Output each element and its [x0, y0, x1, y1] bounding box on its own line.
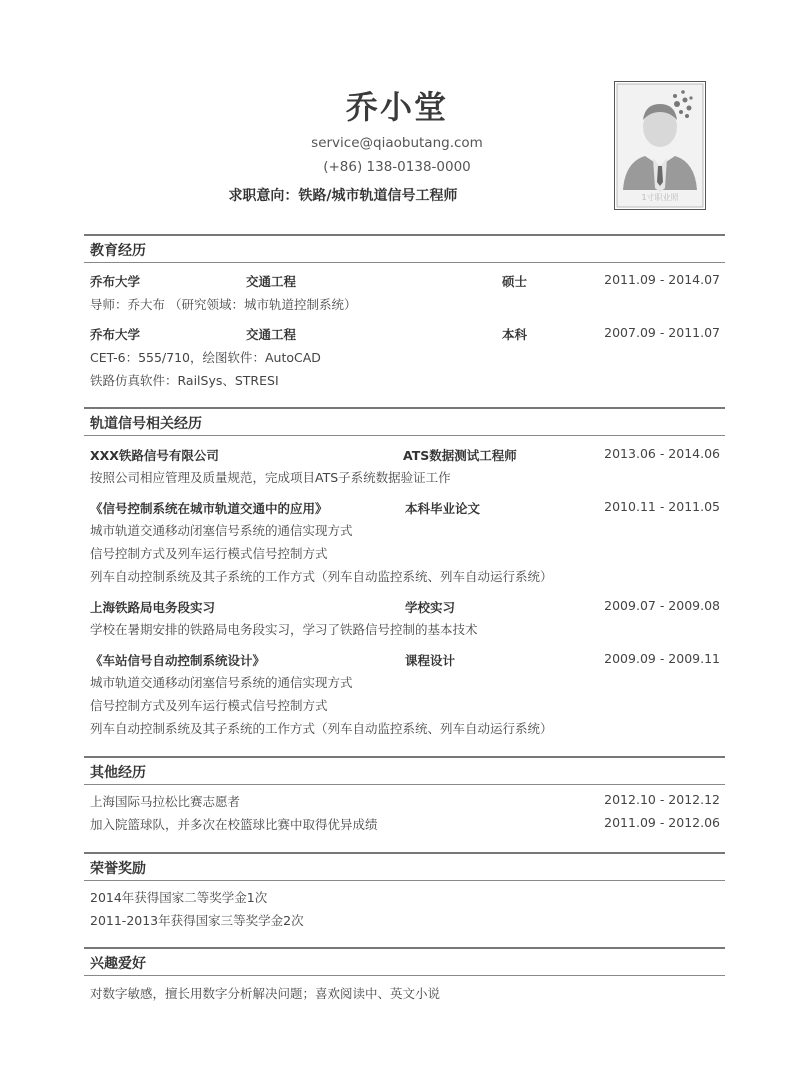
section-title: 荣誉奖励 — [90, 861, 146, 877]
section-honors — [84, 852, 725, 881]
exp-detail: 城市轨道交通移动闭塞信号系统的通信实现方式 — [90, 523, 353, 538]
edu-date: 2007.09 - 2011.07 — [604, 325, 720, 340]
exp-detail: 信号控制方式及列车运行模式信号控制方式 — [90, 698, 328, 713]
exp-detail: 城市轨道交通移动闭塞信号系统的通信实现方式 — [90, 675, 353, 690]
exp-org: 《信号控制系统在城市轨道交通中的应用》 — [90, 501, 328, 516]
honor-item: 2011-2013年获得国家三等奖学金2次 — [90, 913, 304, 928]
exp-org: XXX铁路信号有限公司 — [90, 448, 219, 463]
edu-major: 交通工程 — [246, 274, 297, 289]
exp-date: 2009.07 - 2009.08 — [604, 598, 720, 613]
exp-role: 学校实习 — [405, 600, 456, 615]
profile-photo — [614, 81, 706, 210]
other-item: 加入院篮球队，并多次在校篮球比赛中取得优异成绩 — [90, 817, 378, 832]
exp-role: 课程设计 — [405, 653, 456, 668]
section-education — [84, 234, 725, 263]
edu-detail: CET-6：555/710，绘图软件：AutoCAD — [90, 350, 321, 365]
edu-detail: 导师：乔大布 （研究领域：城市轨道控制系统） — [90, 297, 357, 312]
edu-school: 乔布大学 — [90, 327, 141, 342]
section-title: 教育经历 — [90, 243, 146, 259]
exp-org: 上海铁路局电务段实习 — [90, 600, 216, 615]
section-title: 其他经历 — [90, 765, 146, 781]
exp-date: 2009.09 - 2009.11 — [604, 651, 720, 666]
other-date: 2012.10 - 2012.12 — [604, 792, 720, 807]
section-title: 轨道信号相关经历 — [90, 416, 202, 432]
section-title: 兴趣爱好 — [90, 956, 146, 972]
edu-school: 乔布大学 — [90, 274, 141, 289]
exp-org: 《车站信号自动控制系统设计》 — [90, 653, 266, 668]
exp-detail: 学校在暑期安排的铁路局电务段实习，学习了铁路信号控制的基本技术 — [90, 622, 478, 637]
job-intent: 求职意向：铁路/城市轨道信号工程师 — [228, 188, 458, 204]
edu-degree: 本科 — [502, 327, 528, 342]
exp-detail: 信号控制方式及列车运行模式信号控制方式 — [90, 546, 328, 561]
exp-date: 2013.06 - 2014.06 — [604, 446, 720, 461]
other-item: 上海国际马拉松比赛志愿者 — [90, 794, 241, 809]
edu-degree: 硕士 — [502, 274, 528, 289]
contact-email: service@qiaobutang.com — [311, 135, 483, 151]
other-date: 2011.09 - 2012.06 — [604, 815, 720, 830]
edu-date: 2011.09 - 2014.07 — [604, 272, 720, 287]
edu-detail: 铁路仿真软件：RailSys、STRESI — [90, 373, 279, 388]
contact-phone: (+86) 138-0138-0000 — [323, 159, 471, 175]
exp-detail: 列车自动控制系统及其子系统的工作方式（列车自动监控系统、列车自动运行系统） — [90, 569, 553, 584]
photo-caption: 1寸职业照 — [641, 193, 679, 202]
section-other-experience — [84, 756, 725, 785]
exp-detail: 列车自动控制系统及其子系统的工作方式（列车自动监控系统、列车自动运行系统） — [90, 721, 553, 736]
exp-detail: 按照公司相应管理及质量规范，完成项目ATS子系统数据验证工作 — [90, 470, 451, 485]
candidate-name: 乔小堂 — [345, 88, 448, 126]
exp-role: 本科毕业论文 — [405, 501, 481, 516]
exp-role: ATS数据测试工程师 — [403, 448, 517, 463]
hobby-item: 对数字敏感，擅长用数字分析解决问题；喜欢阅读中、英文小说 — [90, 986, 441, 1001]
section-hobbies — [84, 947, 725, 976]
section-rail-experience — [84, 407, 725, 436]
edu-major: 交通工程 — [246, 327, 297, 342]
exp-date: 2010.11 - 2011.05 — [604, 499, 720, 514]
honor-item: 2014年获得国家二等奖学金1次 — [90, 890, 268, 905]
